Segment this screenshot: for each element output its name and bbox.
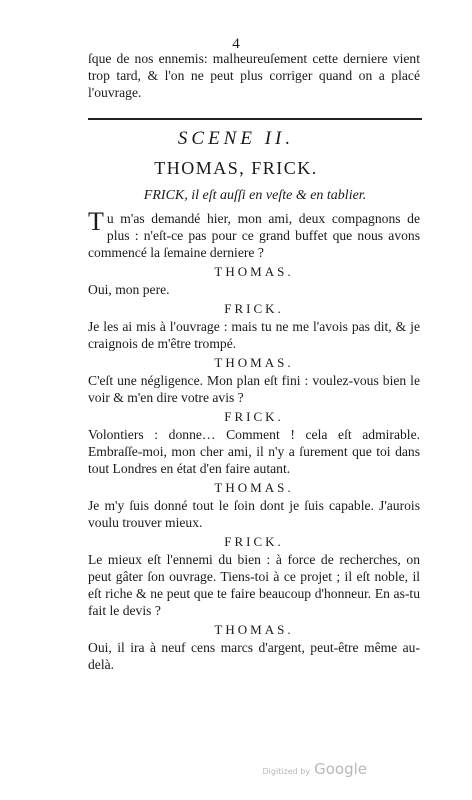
dialogue-line: Je m'y ſuis donné tout le ſoin dont je ſuis capable. J'aurois voulu trouver mieux. bbox=[88, 498, 420, 530]
stage-direction: FRICK, il eſt auſſi en veſte & en tablier. bbox=[143, 188, 367, 203]
speaker-name: FRICK. bbox=[224, 409, 284, 424]
dialogue-line: Je les ai mis à l'ouvrage : mais tu ne me l'avois pas dit, & je craignois de m'être trompé. bbox=[88, 319, 420, 351]
page-number: 4 bbox=[232, 36, 240, 52]
dialogue-line: Oui, il ira à neuf cens marcs d'argent, peut-être même au-delà. bbox=[88, 640, 420, 672]
speaker-name: FRICK. bbox=[224, 301, 284, 316]
scene-characters: THOMAS, FRICK. bbox=[154, 158, 318, 178]
watermark-prefix: Digitized by bbox=[262, 767, 311, 776]
speaker-name: THOMAS. bbox=[214, 355, 294, 370]
dialogue-block bbox=[88, 207, 420, 673]
google-logo: Google bbox=[314, 760, 367, 778]
speaker-name: THOMAS. bbox=[214, 480, 294, 495]
google-watermark bbox=[262, 760, 367, 778]
speaker-name: THOMAS. bbox=[214, 622, 294, 637]
opening-paragraph: ſque de nos ennemis: malheureuſement cette derniere vient trop tard, & l'on ne peut plus corriger quand on a placé l'ouvrage. bbox=[88, 51, 420, 100]
dialogue-line: Oui, mon pere. bbox=[88, 282, 170, 297]
speaker-name: THOMAS. bbox=[214, 264, 294, 279]
scene-title: SCENE II. bbox=[177, 128, 295, 149]
speaker-name: FRICK. bbox=[224, 534, 284, 549]
dialogue-line: Le mieux eſt l'ennemi du bien : à force de recherches, on peut gâter ſon ouvrage. Tiens-toi à ce projet ; il eſt noble, il eſt riche & ne peut que te faire beaucoup d'honneur. En as-tu fait le devis ? bbox=[88, 552, 420, 618]
dialogue-line: C'eſt une négligence. Mon plan eſt fini : voulez-vous bien le voir & m'en dire votre avis ? bbox=[88, 373, 420, 405]
dialogue-line: Volontiers : donne… Comment ! cela eſt admirable. Embraſſe-moi, mon cher ami, il n'y a ſurement que toi dans tout Londres en état d'en faire autant. bbox=[88, 427, 420, 476]
section-divider bbox=[88, 118, 422, 120]
dialogue-line: Tu m'as demandé hier, mon ami, deux compagnons de plus : n'eſt-ce pas pour ce grand buffet que nous avons commencé la ſemaine derniere ? bbox=[88, 207, 420, 260]
